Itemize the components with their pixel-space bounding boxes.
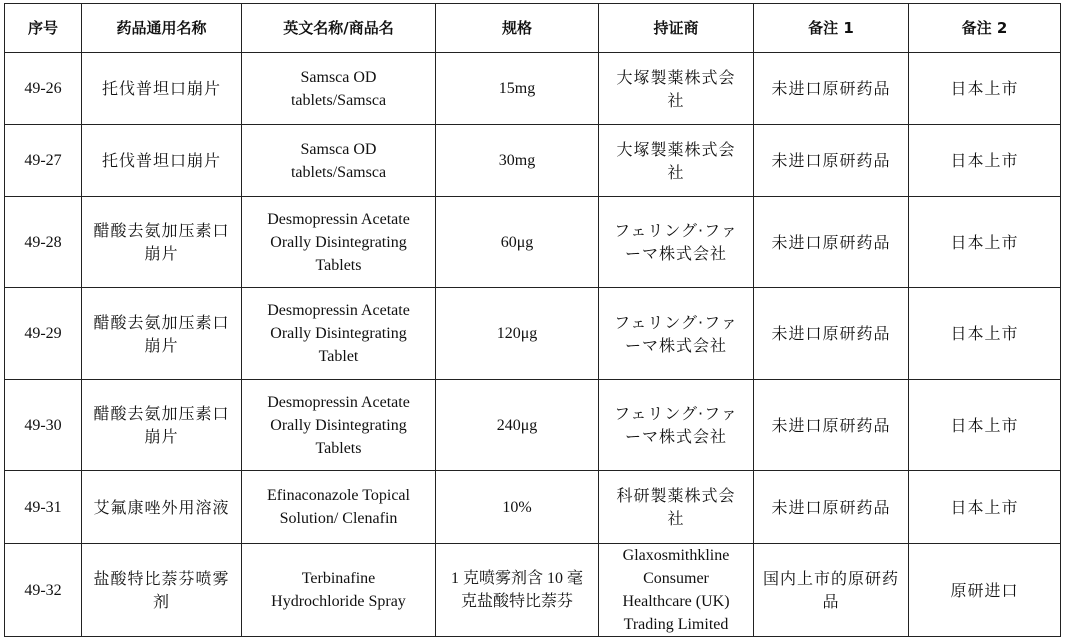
cell-holder — [599, 197, 754, 288]
cell-note1-line: 未进口原研药品 — [771, 415, 891, 435]
cell-english-name-line: Solution/ Clenafin — [279, 510, 398, 527]
cell-serial: 49-31 — [5, 471, 82, 544]
header-note1: 备注 1 — [754, 4, 909, 53]
cell-note1 — [754, 288, 909, 380]
cell-english-name — [242, 125, 436, 197]
cell-note2-line: 日本上市 — [950, 232, 1019, 252]
cell-spec — [436, 197, 599, 288]
cell-note1 — [754, 380, 909, 471]
cell-holder — [599, 544, 754, 637]
cell-english-name-line: Samsca OD — [300, 68, 377, 86]
cell-note2 — [909, 380, 1061, 471]
cell-english-name-line: Desmopressin Acetate — [267, 302, 410, 319]
cell-note1 — [754, 125, 909, 197]
cell-english-name-line: tablets/Samsca — [290, 91, 387, 109]
cell-english-name-line: Terbinafine — [301, 570, 376, 587]
cell-note1 — [754, 471, 909, 544]
cell-spec-line: 克盐酸特比萘芬 — [460, 593, 573, 610]
cell-english-name — [242, 197, 436, 288]
cell-generic-name-line: 盐酸特比萘芬喷雾 — [93, 569, 230, 588]
cell-english-name-line: Tablet — [318, 348, 359, 365]
cell-english-name — [242, 288, 436, 380]
cell-note1-line: 未进口原研药品 — [771, 497, 891, 517]
cell-note2 — [909, 288, 1061, 380]
cell-english-name — [242, 380, 436, 471]
table-row — [5, 544, 1061, 637]
cell-holder — [599, 471, 754, 544]
header-spec: 规格 — [436, 4, 599, 53]
cell-holder-line: 科研製薬株式会 — [616, 486, 736, 505]
table-header-row — [5, 4, 1061, 53]
cell-generic-name-line: 崩片 — [144, 335, 179, 355]
cell-note2-line: 日本上市 — [950, 324, 1019, 343]
cell-holder — [599, 53, 754, 125]
cell-serial: 49-27 — [5, 125, 82, 197]
cell-spec — [436, 380, 599, 471]
cell-spec — [436, 125, 599, 197]
cell-note2-line: 原研进口 — [950, 580, 1019, 600]
cell-serial: 49-30 — [5, 380, 82, 471]
cell-spec — [436, 53, 599, 125]
cell-holder — [599, 125, 754, 197]
cell-spec-line: 120μg — [496, 325, 538, 342]
cell-note2 — [909, 471, 1061, 544]
cell-generic-name-line: 托伐普坦口崩片 — [101, 151, 221, 170]
cell-spec-line: 30mg — [498, 152, 536, 169]
cell-holder-line: フェリング·ファ — [614, 312, 738, 332]
cell-holder-line: ーマ株式会社 — [624, 244, 727, 263]
header-serial: 序号 — [5, 4, 82, 53]
cell-generic-name — [82, 53, 242, 125]
cell-note1 — [754, 544, 909, 637]
cell-generic-name-line: 崩片 — [144, 244, 179, 263]
cell-generic-name-line: 醋酸去氨加压素口 — [93, 221, 230, 240]
cell-note2-line: 日本上市 — [950, 79, 1019, 98]
cell-note1 — [754, 53, 909, 125]
cell-note2-line: 日本上市 — [950, 497, 1019, 517]
table-row — [5, 53, 1061, 125]
cell-english-name-line: Orally Disintegrating — [270, 325, 407, 342]
cell-holder-line: 社 — [667, 162, 685, 182]
cell-holder-line: ーマ株式会社 — [624, 335, 727, 355]
cell-generic-name — [82, 544, 242, 637]
cell-generic-name-line: 崩片 — [144, 427, 179, 446]
cell-spec — [436, 288, 599, 380]
cell-note2-line: 日本上市 — [950, 151, 1019, 170]
drug-list-table — [4, 3, 1061, 637]
cell-spec — [436, 544, 599, 637]
cell-english-name — [242, 471, 436, 544]
cell-note2 — [909, 197, 1061, 288]
cell-holder-line: 大塚製薬株式会 — [616, 67, 736, 87]
table-row — [5, 380, 1061, 471]
cell-spec — [436, 471, 599, 544]
cell-generic-name — [82, 197, 242, 288]
cell-note2 — [909, 53, 1061, 125]
cell-note2 — [909, 544, 1061, 637]
cell-english-name-line: Hydrochloride Spray — [271, 593, 406, 610]
cell-holder-line: Glaxosmithkline — [622, 547, 730, 564]
cell-generic-name-line: 醋酸去氨加压素口 — [93, 404, 230, 423]
cell-note1-line: 未进口原研药品 — [771, 232, 891, 252]
cell-spec-line: 1 克喷雾剂含 10 毫 — [450, 570, 583, 587]
table-row — [5, 288, 1061, 380]
cell-note1-line: 品 — [822, 592, 840, 611]
cell-generic-name — [82, 380, 242, 471]
cell-generic-name-line: 艾氟康唑外用溶液 — [93, 497, 230, 517]
cell-holder-line: 大塚製薬株式会 — [616, 139, 736, 159]
header-generic-name: 药品通用名称 — [82, 4, 242, 53]
table-row — [5, 125, 1061, 197]
table-row — [5, 197, 1061, 288]
cell-english-name-line: Samsca OD — [300, 140, 377, 158]
cell-spec-line: 10% — [502, 498, 532, 516]
cell-generic-name — [82, 288, 242, 380]
cell-english-name-line: Tablets — [315, 439, 362, 457]
cell-generic-name-line: 剂 — [152, 592, 170, 611]
cell-note1 — [754, 197, 909, 288]
cell-generic-name — [82, 471, 242, 544]
cell-serial: 49-28 — [5, 197, 82, 288]
cell-holder-line: 社 — [667, 90, 685, 110]
cell-generic-name-line: 醋酸去氨加压素口 — [93, 312, 230, 332]
cell-spec-line: 15mg — [498, 80, 536, 97]
cell-holder — [599, 380, 754, 471]
cell-generic-name — [82, 125, 242, 197]
cell-spec-line: 60μg — [500, 233, 534, 251]
cell-holder-line: 社 — [667, 509, 685, 528]
cell-spec-line: 240μg — [496, 416, 538, 434]
cell-holder-line: ーマ株式会社 — [624, 427, 727, 446]
cell-english-name-line: Desmopressin Acetate — [267, 393, 410, 411]
cell-serial: 49-26 — [5, 53, 82, 125]
cell-english-name-line: Tablets — [315, 256, 362, 274]
header-holder: 持证商 — [599, 4, 754, 53]
cell-note1-line: 未进口原研药品 — [771, 79, 891, 98]
header-note2: 备注 2 — [909, 4, 1061, 53]
cell-note1-line: 国内上市的原研药 — [762, 569, 899, 588]
cell-note2-line: 日本上市 — [950, 415, 1019, 435]
cell-serial: 49-29 — [5, 288, 82, 380]
cell-note2 — [909, 125, 1061, 197]
cell-holder-line: Healthcare (UK) — [622, 593, 730, 610]
cell-serial: 49-32 — [5, 544, 82, 637]
cell-english-name-line: Desmopressin Acetate — [267, 210, 410, 228]
cell-english-name — [242, 544, 436, 637]
cell-note1-line: 未进口原研药品 — [771, 151, 891, 170]
table-row — [5, 471, 1061, 544]
cell-holder — [599, 288, 754, 380]
cell-generic-name-line: 托伐普坦口崩片 — [101, 79, 221, 98]
cell-holder-line: Consumer — [643, 570, 709, 587]
cell-holder-line: Trading Limited — [623, 616, 729, 633]
cell-english-name-line: Efinaconazole Topical — [267, 487, 410, 504]
header-english-name: 英文名称/商品名 — [242, 4, 436, 53]
cell-holder-line: フェリング·ファ — [614, 221, 738, 240]
cell-note1-line: 未进口原研药品 — [771, 324, 891, 343]
cell-english-name-line: Orally Disintegrating — [270, 233, 407, 251]
cell-english-name-line: tablets/Samsca — [290, 163, 387, 181]
cell-english-name-line: Orally Disintegrating — [270, 416, 407, 434]
cell-holder-line: フェリング·ファ — [614, 404, 738, 423]
cell-english-name — [242, 53, 436, 125]
